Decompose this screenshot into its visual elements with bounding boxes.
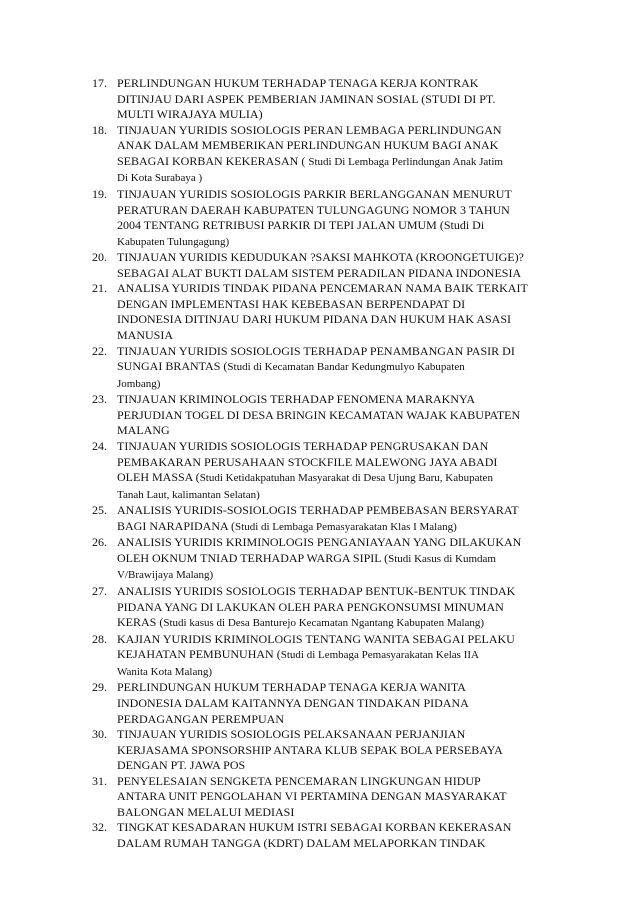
title-line — [117, 664, 572, 681]
title-text-segment: Kabupaten Tulungagung) — [117, 235, 230, 248]
item-number: 30. — [92, 727, 107, 742]
item-title — [117, 632, 572, 681]
title-line — [117, 632, 572, 648]
title-text-segment: MALANG — [117, 423, 170, 438]
item-number: 19. — [92, 186, 107, 201]
title-line — [117, 281, 572, 297]
title-text-segment: Jombang) — [117, 377, 161, 390]
thesis-title-item — [92, 344, 572, 393]
title-text-segment: MULTI WIRAJAYA MULIA) — [117, 107, 263, 122]
title-line — [117, 234, 572, 251]
title-text-segment: DALAM RUMAH TANGGA (KDRT) DALAM MELAPORKAN TINDAK — [117, 836, 486, 850]
title-line — [117, 266, 572, 282]
title-text-segment: Tanah Laut, kalimantan Selatan) — [117, 488, 260, 501]
thesis-title-item — [92, 774, 572, 821]
title-line — [117, 712, 572, 728]
title-text-segment: Studi kasus di Desa Banturejo Kecamatan Ngantang Kabupaten Malang) — [163, 617, 485, 630]
item-title — [117, 820, 572, 851]
thesis-title-item — [92, 727, 572, 774]
title-line — [117, 455, 572, 471]
title-line — [117, 218, 572, 234]
title-text-segment: SUNGAI BRANTAS ( — [117, 359, 228, 374]
title-text-segment: Studi di Lembaga Pemasyarakatan Klas I Malang) — [235, 520, 457, 533]
item-title — [117, 584, 572, 632]
title-text-segment: Studi Kasus di Kumdam — [388, 552, 496, 565]
title-line — [117, 774, 572, 790]
title-text-segment: V/Brawijaya Malang) — [117, 569, 214, 582]
title-text-segment: DENGAN PT. JAWA POS — [117, 758, 246, 773]
title-text-segment: ANALISA YURIDIS TINDAK PIDANA PENCEMARAN NAMA BAIK TERKAIT — [117, 281, 528, 296]
title-line — [117, 727, 572, 743]
item-title — [117, 774, 572, 821]
title-line — [117, 600, 572, 616]
thesis-title-item — [92, 281, 572, 343]
title-text-segment: Studi di Lembaga Pemasyarakatan Kelas IIA — [280, 649, 479, 662]
item-number: 20. — [92, 250, 107, 265]
title-text-segment: TINJAUAN KRIMINOLOGIS TERHADAP FENOMENA MARAKNYA — [117, 392, 476, 407]
item-title — [117, 439, 572, 503]
title-text-segment: TINJAUAN YURIDIS SOSIOLOGIS PARKIR BERLANGGANAN MENURUT — [117, 186, 512, 201]
title-line — [117, 470, 572, 487]
title-text-segment: SEBAGAI KORBAN KEKERASAN ( — [117, 153, 309, 168]
title-line — [117, 805, 572, 821]
title-line — [117, 584, 572, 600]
title-line — [117, 551, 572, 568]
title-text-segment: TINJAUAN YURIDIS SOSIOLOGIS PERAN LEMBAGA PERLINDUNGAN — [117, 122, 502, 137]
item-title — [117, 503, 572, 535]
thesis-title-item — [92, 392, 572, 439]
title-line — [117, 789, 572, 805]
item-number: 18. — [92, 122, 107, 137]
title-line — [117, 312, 572, 328]
title-text-segment: PEMBAKARAN PERUSAHAAN STOCKFILE MALEWONG JAYA ABADI — [117, 454, 498, 469]
title-line — [117, 647, 572, 664]
thesis-title-item — [92, 632, 572, 681]
title-text-segment: PERDAGANGAN PEREMPUAN — [117, 711, 285, 726]
title-text-segment: OLEH MASSA ( — [117, 470, 200, 485]
title-text-segment: TINGKAT KESADARAN HUKUM ISTRI SEBAGAI KORBAN KEKERASAN — [117, 820, 512, 835]
item-title — [117, 250, 572, 281]
title-text-segment: KERAS ( — [117, 615, 164, 630]
title-line — [117, 423, 572, 439]
title-text-segment: SEBAGAI ALAT BUKTI DALAM SISTEM PERADILAN PIDANA INDONESIA — [117, 265, 522, 280]
title-line — [117, 392, 572, 408]
title-text-segment: KAJIAN YURIDIS KRIMINOLOGIS TENTANG WANITA SEBAGAI PELAKU — [117, 631, 515, 646]
title-line — [117, 758, 572, 774]
thesis-title-item — [92, 439, 572, 503]
item-title — [117, 344, 572, 393]
title-line — [117, 376, 572, 393]
item-number: 27. — [92, 584, 107, 598]
title-line — [117, 123, 572, 139]
title-line — [117, 170, 572, 187]
item-number: 31. — [92, 773, 107, 788]
title-text-segment: PIDANA YANG DI LAKUKAN OLEH PARA PENGKONSUMSI MINUMAN — [117, 599, 504, 614]
title-line — [117, 439, 572, 455]
title-text-segment: ANALISIS YURIDIS KRIMINOLOGIS PENGANIAYAAN YANG DILAKUKAN — [117, 535, 522, 550]
title-text-segment: ANALISIS YURIDIS-SOSIOLOGIS TERHADAP PEMBEBASAN BERSYARAT — [117, 503, 519, 518]
item-number: 23. — [92, 392, 107, 407]
title-text-segment: TINJAUAN YURIDIS SOSIOLOGIS TERHADAP PENGRUSAKAN DAN — [117, 438, 489, 453]
thesis-title-item — [92, 680, 572, 727]
title-line — [117, 344, 572, 360]
title-line — [117, 203, 572, 219]
thesis-title-item — [92, 820, 572, 851]
title-line — [117, 820, 572, 836]
title-text-segment: PERJUDIAN TOGEL DI DESA BRINGIN KECAMATAN WAJAK KABUPATEN — [117, 407, 521, 422]
title-line — [117, 615, 572, 632]
title-text-segment: PERATURAN DAERAH KABUPATEN TULUNGAGUNG NOMOR 3 TAHUN — [117, 202, 510, 217]
item-number: 29. — [92, 680, 107, 695]
title-text-segment: Studi Di Lembaga Perlindungan Anak Jatim — [308, 155, 503, 168]
title-text-segment: INDONESIA DALAM KAITANNYA DENGAN TINDAKAN PIDANA — [117, 695, 469, 710]
item-title — [117, 535, 572, 584]
item-title — [117, 392, 572, 439]
item-number: 21. — [92, 281, 107, 296]
item-number: 26. — [92, 535, 107, 550]
item-title — [117, 727, 572, 774]
title-line — [117, 250, 572, 266]
item-title — [117, 680, 572, 727]
title-line — [117, 138, 572, 154]
title-text-segment: TINJAUAN YURIDIS SOSIOLOGIS TERHADAP PENAMBANGAN PASIR DI — [117, 343, 515, 358]
thesis-title-item — [92, 187, 572, 250]
title-text-segment: KERJASAMA SPONSORSHIP ANTARA KLUB SEPAK BOLA PERSEBAYA — [117, 742, 503, 757]
title-line — [117, 535, 572, 551]
item-number: 24. — [92, 438, 107, 453]
item-number: 32. — [92, 820, 107, 835]
title-line — [117, 836, 572, 852]
title-text-segment: Di Kota Surabaya ) — [117, 172, 203, 185]
title-line — [117, 154, 572, 171]
title-text-segment: Studi di Kecamatan Bandar Kedungmulyo Kabupaten — [227, 361, 465, 374]
thesis-title-item — [92, 76, 572, 123]
title-text-segment: Wanita Kota Malang) — [117, 665, 213, 678]
title-text-segment: 2004 TENTANG RETRIBUSI PARKIR DI TEPI JALAN UMUM ( — [117, 218, 444, 233]
thesis-title-item — [92, 535, 572, 584]
title-text-segment: DENGAN IMPLEMENTASI HAK KEBEBASAN BERPENDAPAT DI — [117, 296, 466, 311]
title-line — [117, 187, 572, 203]
title-text-segment: PENYELESAIAN SENGKETA PENCEMARAN LINGKUNGAN HIDUP — [117, 773, 481, 788]
title-line — [117, 297, 572, 313]
title-text-segment: TINJAUAN YURIDIS SOSIOLOGIS PELAKSANAAN PERJANJIAN — [117, 727, 466, 742]
title-line — [117, 696, 572, 712]
title-text-segment: Studi Ketidakpatuhan Masyarakat di Desa Ujung Baru, Kabupaten — [199, 472, 493, 485]
title-line — [117, 743, 572, 759]
title-text-segment: Studi Di — [443, 218, 485, 233]
item-title — [117, 76, 572, 123]
item-title — [117, 187, 572, 250]
item-number: 22. — [92, 343, 107, 358]
title-line — [117, 519, 572, 536]
title-line — [117, 567, 572, 584]
title-text-segment: INDONESIA DITINJAU DARI HUKUM PIDANA DAN HUKUM HAK ASASI — [117, 312, 512, 327]
item-number: 28. — [92, 631, 107, 646]
thesis-title-list — [92, 76, 572, 852]
title-line — [117, 76, 572, 92]
item-title — [117, 123, 572, 187]
title-text-segment: PERLINDUNGAN HUKUM TERHADAP TENAGA KERJA KONTRAK — [117, 76, 479, 90]
item-number: 17. — [92, 76, 107, 90]
item-title — [117, 281, 572, 343]
thesis-title-item — [92, 503, 572, 535]
title-line — [117, 359, 572, 376]
title-line — [117, 408, 572, 424]
title-text-segment: DITINJAU DARI ASPEK PEMBERIAN JAMINAN SOSIAL (STUDI DI PT. — [117, 91, 496, 106]
title-text-segment: ANAK DALAM MEMBERIKAN PERLINDUNGAN HUKUM BAGI ANAK — [117, 138, 499, 153]
title-text-segment: PERLINDUNGAN HUKUM TERHADAP TENAGA KERJA WANITA — [117, 680, 466, 695]
thesis-title-item — [92, 250, 572, 281]
title-text-segment: BAGI NARAPIDANA ( — [117, 518, 236, 533]
thesis-title-item — [92, 584, 572, 632]
title-text-segment: MANUSIA — [117, 328, 174, 342]
title-text-segment: ANTARA UNIT PENGOLAHAN VI PERTAMINA DENGAN MASYARAKAT — [117, 789, 507, 804]
title-line — [117, 487, 572, 504]
title-line — [117, 680, 572, 696]
title-line — [117, 107, 572, 123]
item-number: 25. — [92, 503, 107, 518]
title-line — [117, 503, 572, 519]
title-text-segment: KEJAHATAN PEMBUNUHAN ( — [117, 647, 281, 662]
title-line — [117, 328, 572, 344]
title-text-segment: OLEH OKNUM TNIAD TERHADAP WARGA SIPIL ( — [117, 550, 389, 565]
title-text-segment: BALONGAN MELALUI MEDIASI — [117, 804, 295, 819]
title-text-segment: TINJAUAN YURIDIS KEDUDUKAN ?SAKSI MAHKOTA (KROONGETUIGE)? — [117, 250, 524, 265]
thesis-title-item — [92, 123, 572, 187]
title-line — [117, 92, 572, 108]
title-text-segment: ANALISIS YURIDIS SOSIOLOGIS TERHADAP BENTUK-BENTUK TINDAK — [117, 584, 516, 598]
